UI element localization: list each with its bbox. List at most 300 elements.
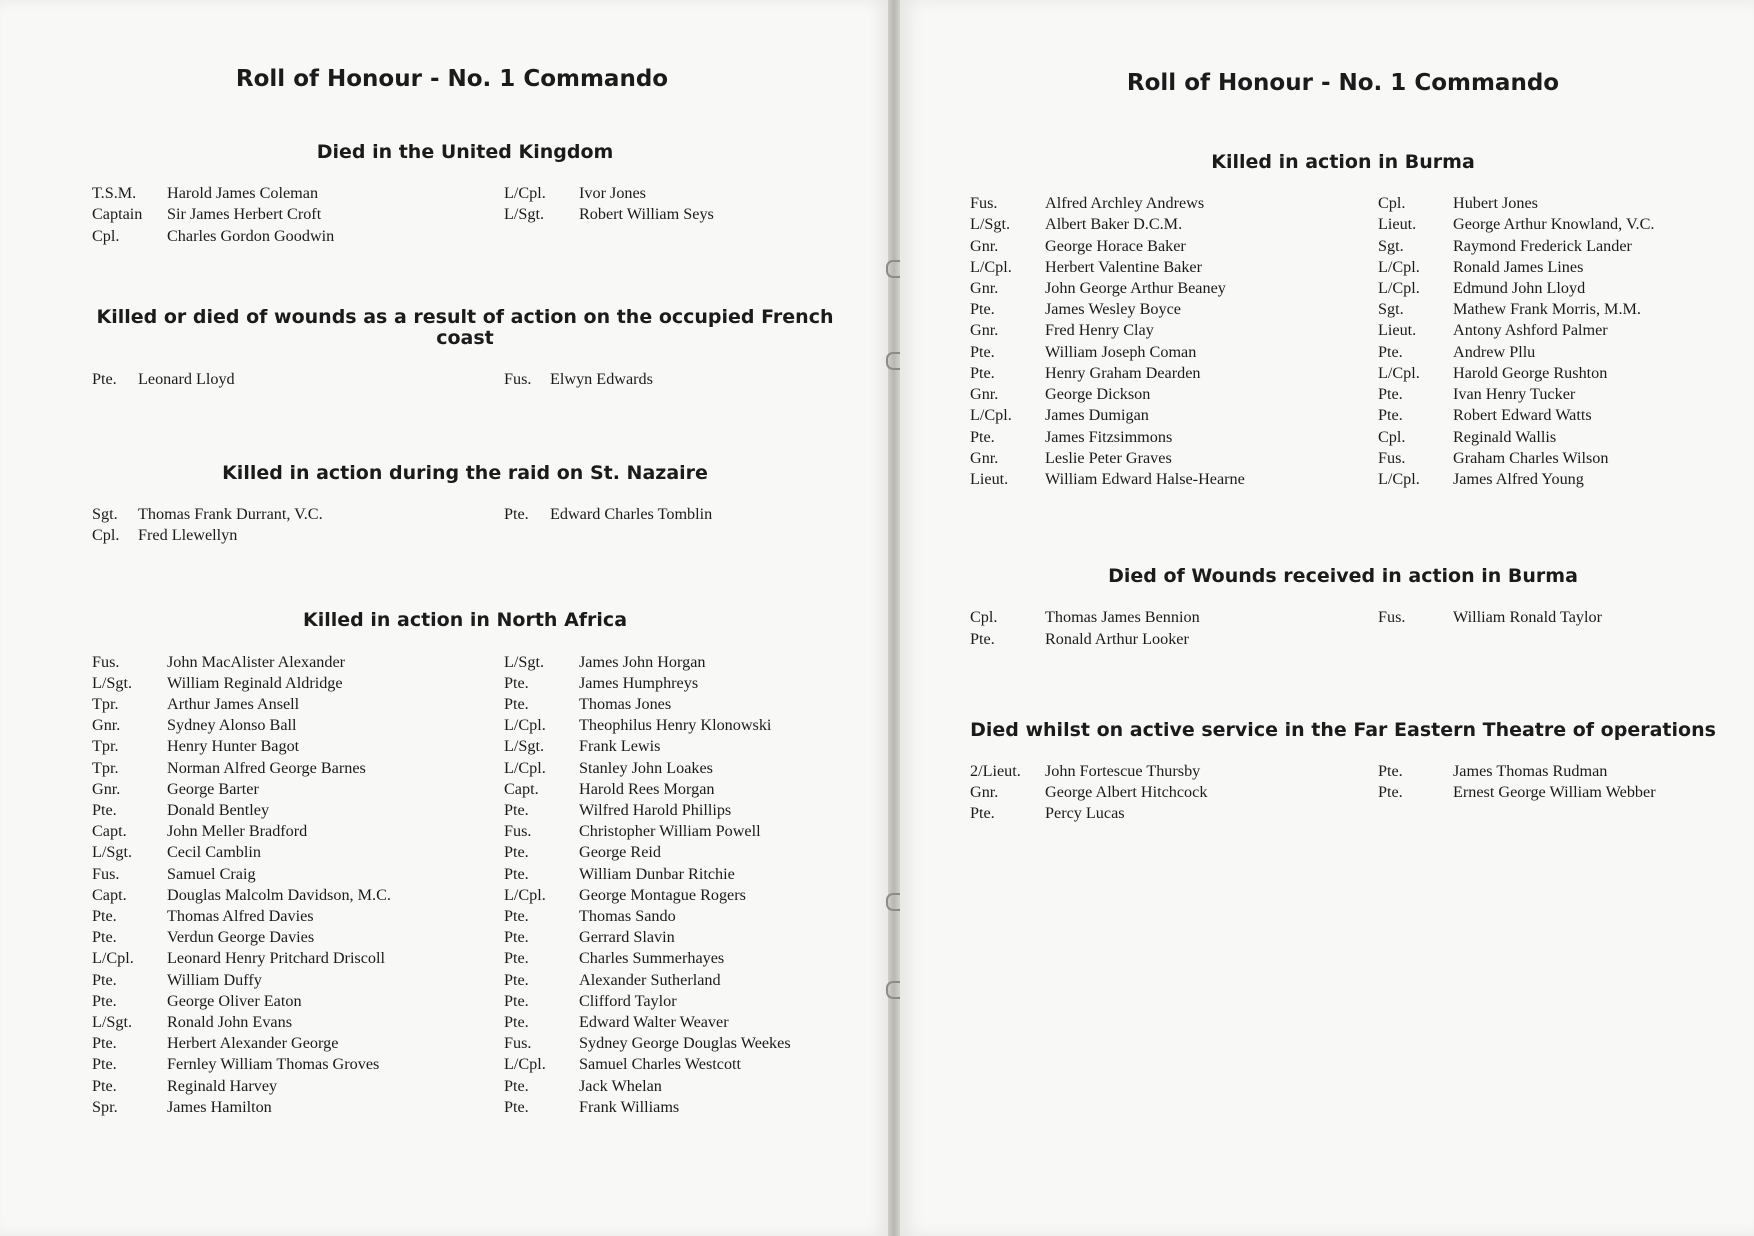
rank: Pte. [92, 800, 117, 819]
person-name: Douglas Malcolm Davidson, M.C. [167, 885, 391, 904]
right-page [900, 0, 1754, 1236]
roll-entry [504, 885, 844, 906]
rank: Pte. [1378, 783, 1403, 802]
person-name: Edward Charles Tomblin [550, 504, 713, 523]
rank: Pte. [92, 1034, 117, 1053]
roll-entry [970, 320, 1378, 341]
roll-entry [92, 779, 504, 800]
person-name: Sydney Alonso Ball [167, 716, 297, 735]
person-name: Thomas James Bennion [1045, 608, 1200, 627]
person-name: George Horace Baker [1045, 236, 1186, 255]
name-column [504, 652, 844, 1118]
roll-entry [92, 652, 504, 673]
person-name: Edward Walter Weaver [579, 1013, 729, 1031]
person-name: Graham Charles Wilson [1453, 448, 1609, 467]
roll-entry [92, 369, 504, 390]
name-column [970, 193, 1378, 490]
rank: Pte. [970, 629, 995, 648]
roll-entry [92, 991, 504, 1012]
name-column [92, 183, 504, 247]
person-name: George Oliver Eaton [167, 991, 302, 1010]
person-name: Albert Baker D.C.M. [1045, 215, 1183, 234]
person-name: George Reid [579, 843, 661, 862]
name-column [92, 504, 504, 546]
person-name: Frank Lewis [579, 737, 661, 756]
person-name: Harold Rees Morgan [579, 779, 715, 798]
roll-entry [504, 673, 844, 694]
person-name: Stanley John Loakes [579, 758, 713, 777]
rank: Cpl. [92, 526, 120, 545]
rank: Spr. [92, 1097, 118, 1116]
section-died-of-wounds-burma [970, 566, 1716, 650]
roll-entry [1378, 405, 1708, 426]
roll-entry [92, 1012, 504, 1033]
roll-entry [92, 204, 504, 225]
person-name: Theophilus Henry Klonowski [579, 716, 772, 735]
person-name: John Fortescue Thursby [1045, 762, 1201, 781]
person-name: Leslie Peter Graves [1045, 448, 1172, 467]
rank: L/Sgt. [92, 673, 133, 692]
binding-gutter [888, 0, 900, 1236]
rank: Gnr. [970, 321, 999, 340]
roll-entry [970, 363, 1378, 384]
rank: Sgt. [1378, 236, 1404, 255]
rank: L/Cpl. [92, 949, 134, 968]
rank: Captain [92, 205, 143, 224]
rank: 2/Lieut. [970, 762, 1021, 781]
person-name: Elwyn Edwards [550, 370, 653, 389]
roll-entry [92, 906, 504, 927]
roll-entry [92, 948, 504, 969]
rank: Lieut. [1378, 321, 1417, 340]
roll-entry [970, 761, 1378, 782]
rank: L/Cpl. [504, 716, 546, 735]
rank: L/Sgt. [504, 205, 545, 224]
person-name: Ivan Henry Tucker [1453, 385, 1576, 404]
roll-entry [1378, 193, 1708, 214]
roll-entry [1378, 257, 1708, 278]
person-name: James John Horgan [579, 652, 706, 671]
person-name: Verdun George Davies [167, 928, 315, 947]
person-name: Christopher William Powell [579, 822, 761, 841]
section-died-in-uk [92, 142, 838, 247]
rank: Tpr. [92, 694, 119, 713]
rank: Pte. [92, 991, 117, 1010]
rank: Gnr. [970, 279, 999, 298]
rank: Pte. [504, 1076, 529, 1095]
person-name: Samuel Charles Westcott [579, 1055, 742, 1074]
rank: Gnr. [92, 779, 121, 798]
rank: L/Cpl. [970, 257, 1012, 276]
page-title: Roll of Honour - No. 1 Commando [1126, 70, 1560, 96]
roll-entry [92, 183, 504, 204]
section-heading: Killed or died of wounds as a result of action on the occupied French coast [96, 305, 834, 350]
roll-entry [504, 204, 844, 225]
roll-entry [92, 1033, 504, 1054]
person-name: George Barter [167, 779, 259, 798]
section-heading: Died whilst on active service in the Far Eastern Theatre of operations [970, 718, 1716, 741]
rank: Fus. [92, 652, 120, 671]
roll-entry [970, 427, 1378, 448]
roll-entry [970, 469, 1378, 490]
roll-entry [970, 299, 1378, 320]
person-name: James Fitzsimmons [1045, 427, 1173, 446]
rank: Pte. [92, 928, 117, 947]
roll-entry [504, 800, 844, 821]
roll-entry [1378, 236, 1708, 257]
rank: L/Cpl. [504, 1055, 546, 1074]
person-name: James Humphreys [579, 673, 699, 692]
roll-entry [970, 607, 1378, 628]
name-column [92, 369, 504, 390]
person-name: Henry Graham Dearden [1045, 363, 1201, 382]
roll-entry [92, 1054, 504, 1075]
rank: Cpl. [92, 226, 120, 245]
person-name: Wilfred Harold Phillips [579, 800, 732, 819]
section-heading: Died of Wounds received in action in Burma [1108, 565, 1578, 588]
person-name: Thomas Frank Durrant, V.C. [138, 504, 323, 523]
rank: L/Cpl. [504, 184, 546, 203]
person-name: Fred Henry Clay [1045, 321, 1154, 340]
roll-entry [970, 193, 1378, 214]
roll-entry [92, 525, 504, 546]
rank: Pte. [92, 370, 117, 389]
person-name: Sydney George Douglas Weekes [579, 1034, 791, 1053]
person-name: Herbert Alexander George [167, 1034, 339, 1053]
roll-entry [504, 183, 844, 204]
roll-entry [970, 257, 1378, 278]
rank: Cpl. [970, 608, 998, 627]
rank: L/Sgt. [92, 1013, 133, 1031]
roll-entry [1378, 448, 1708, 469]
rank: L/Sgt. [504, 737, 545, 756]
roll-entry [504, 970, 844, 991]
roll-entry [92, 1097, 504, 1118]
person-name: Ronald John Evans [167, 1013, 292, 1031]
rank: Pte. [504, 970, 529, 989]
roll-entry [970, 342, 1378, 363]
roll-entry [504, 736, 844, 757]
person-name: Herbert Valentine Baker [1045, 257, 1203, 276]
rank: Pte. [504, 864, 529, 883]
rank: Pte. [92, 906, 117, 925]
roll-entry [1378, 607, 1708, 628]
person-name: Mathew Frank Morris, M.M. [1453, 300, 1641, 319]
name-column [1378, 607, 1708, 649]
person-name: Hubert Jones [1453, 194, 1538, 213]
section-far-east [970, 720, 1716, 825]
person-name: Robert William Seys [579, 205, 714, 224]
person-name: John MacAlister Alexander [167, 652, 346, 671]
rank: L/Sgt. [92, 843, 133, 862]
rank: Pte. [504, 906, 529, 925]
person-name: Harold George Rushton [1453, 363, 1608, 382]
roll-entry [1378, 299, 1708, 320]
person-name: Thomas Jones [579, 694, 672, 713]
roll-entry [504, 504, 844, 525]
rank: L/Cpl. [504, 885, 546, 904]
person-name: Samuel Craig [167, 864, 256, 883]
person-name: Donald Bentley [167, 800, 270, 819]
rank: Gnr. [92, 716, 121, 735]
roll-entry [504, 1097, 844, 1118]
rank: Fus. [92, 864, 120, 883]
name-column [1378, 761, 1708, 825]
rank: Gnr. [970, 448, 999, 467]
person-name: George Montague Rogers [579, 885, 746, 904]
roll-entry [504, 715, 844, 736]
person-name: John George Arthur Beaney [1045, 279, 1226, 298]
rank: Fus. [1378, 448, 1406, 467]
rank: L/Cpl. [1378, 279, 1420, 298]
rank: Gnr. [970, 783, 999, 802]
rank: Pte. [1378, 406, 1403, 425]
rank: T.S.M. [92, 184, 137, 203]
rank: Pte. [504, 928, 529, 947]
roll-entry [970, 782, 1378, 803]
roll-entry [504, 1033, 844, 1054]
roll-entry [1378, 427, 1708, 448]
person-name: Ivor Jones [579, 184, 646, 203]
roll-entry [1378, 363, 1708, 384]
rank: Pte. [504, 843, 529, 862]
roll-entry [92, 758, 504, 779]
section-french-coast [92, 307, 838, 391]
roll-entry [1378, 278, 1708, 299]
rank: Pte. [504, 673, 529, 692]
person-name: George Dickson [1045, 385, 1151, 404]
rank: L/Cpl. [504, 758, 546, 777]
rank: Fus. [970, 194, 998, 213]
rank: L/Cpl. [1378, 257, 1420, 276]
roll-entry [92, 821, 504, 842]
roll-entry [92, 694, 504, 715]
person-name: Leonard Henry Pritchard Driscoll [167, 949, 386, 968]
person-name: Sir James Herbert Croft [167, 205, 322, 224]
person-name: William Dunbar Ritchie [579, 864, 735, 883]
person-name: Fred Llewellyn [138, 526, 238, 545]
person-name: Edmund John Lloyd [1453, 279, 1586, 298]
rank: Fus. [504, 370, 532, 389]
rank: Cpl. [1378, 194, 1406, 213]
roll-entry [92, 504, 504, 525]
rank: Lieut. [1378, 215, 1417, 234]
person-name: James Alfred Young [1453, 469, 1584, 488]
rank: Pte. [970, 427, 995, 446]
roll-entry [504, 948, 844, 969]
rank: Pte. [504, 800, 529, 819]
person-name: Frank Williams [579, 1097, 680, 1116]
section-heading: Died in the United Kingdom [316, 141, 614, 163]
person-name: Henry Hunter Bagot [167, 737, 300, 756]
section-north-africa [92, 610, 838, 1118]
person-name: Leonard Lloyd [138, 370, 235, 389]
rank: Pte. [1378, 385, 1403, 404]
roll-entry [970, 236, 1378, 257]
person-name: Clifford Taylor [579, 991, 677, 1010]
person-name: Harold James Coleman [167, 184, 319, 203]
section-st-nazaire [92, 463, 838, 547]
roll-entry [504, 842, 844, 863]
person-name: William Ronald Taylor [1453, 608, 1602, 627]
roll-entry [504, 821, 844, 842]
roll-entry [504, 779, 844, 800]
rank: Sgt. [1378, 300, 1404, 319]
person-name: William Duffy [167, 970, 262, 989]
rank: L/Sgt. [504, 652, 545, 671]
section-heading: Killed in action in Burma [1211, 151, 1475, 173]
page-title: Roll of Honour - No. 1 Commando [235, 66, 669, 92]
person-name: Alexander Sutherland [579, 970, 721, 989]
rank: Pte. [92, 1055, 117, 1074]
rank: Pte. [504, 694, 529, 713]
section-heading: Killed in action during the raid on St. Nazaire [222, 461, 708, 484]
roll-entry [92, 736, 504, 757]
roll-entry [1378, 469, 1708, 490]
roll-entry [1378, 342, 1708, 363]
roll-entry [92, 1076, 504, 1097]
roll-entry [92, 970, 504, 991]
roll-entry [92, 800, 504, 821]
person-name: William Joseph Coman [1045, 342, 1197, 361]
person-name: James Thomas Rudman [1453, 762, 1608, 781]
roll-entry [504, 906, 844, 927]
person-name: James Dumigan [1045, 406, 1149, 425]
person-name: Ronald Arthur Looker [1045, 629, 1189, 648]
person-name: George Albert Hitchcock [1045, 783, 1208, 802]
roll-entry [970, 278, 1378, 299]
rank: Fus. [1378, 608, 1406, 627]
rank: Pte. [504, 504, 529, 523]
rank: Gnr. [970, 385, 999, 404]
roll-entry [504, 927, 844, 948]
roll-entry [92, 673, 504, 694]
name-column [1378, 193, 1708, 490]
person-name: Norman Alfred George Barnes [167, 758, 366, 777]
section-heading: Killed in action in North Africa [302, 609, 628, 632]
person-name: Ernest George William Webber [1453, 783, 1656, 802]
person-name: Thomas Alfred Davies [167, 906, 314, 925]
rank: Cpl. [1378, 427, 1406, 446]
rank: Tpr. [92, 758, 119, 777]
roll-entry [92, 927, 504, 948]
roll-entry [1378, 761, 1708, 782]
roll-entry [970, 448, 1378, 469]
rank: Gnr. [970, 236, 999, 255]
roll-entry [504, 991, 844, 1012]
person-name: Jack Whelan [579, 1076, 662, 1095]
rank: Pte. [1378, 342, 1403, 361]
roll-entry [92, 842, 504, 863]
roll-entry [504, 864, 844, 885]
person-name: Ronald James Lines [1453, 257, 1584, 276]
person-name: Charles Summerhayes [579, 949, 725, 968]
name-column [504, 369, 844, 390]
person-name: William Reginald Aldridge [167, 673, 343, 692]
rank: Tpr. [92, 737, 119, 756]
person-name: Andrew Pllu [1453, 342, 1536, 361]
rank: Fus. [504, 822, 532, 841]
roll-entry [504, 369, 844, 390]
roll-entry [1378, 320, 1708, 341]
rank: Pte. [970, 300, 995, 319]
rank: Capt. [92, 822, 127, 841]
person-name: Gerrard Slavin [579, 928, 675, 947]
rank: Pte. [92, 1076, 117, 1095]
rank: L/Cpl. [970, 406, 1012, 425]
name-column [970, 761, 1378, 825]
roll-entry [1378, 384, 1708, 405]
person-name: Raymond Frederick Lander [1453, 236, 1632, 255]
roll-entry [504, 1012, 844, 1033]
rank: Pte. [504, 1013, 529, 1031]
rank: Pte. [504, 991, 529, 1010]
roll-entry [504, 1054, 844, 1075]
roll-entry [92, 715, 504, 736]
person-name: Alfred Archley Andrews [1045, 194, 1205, 213]
roll-entry [970, 803, 1378, 824]
rank: Pte. [970, 342, 995, 361]
roll-entry [1378, 782, 1708, 803]
rank: Sgt. [92, 504, 118, 523]
person-name: William Edward Halse-Hearne [1045, 469, 1245, 488]
roll-entry [970, 384, 1378, 405]
roll-entry [1378, 214, 1708, 235]
section-killed-burma [970, 152, 1716, 490]
name-column [970, 607, 1378, 649]
name-column [92, 652, 504, 1118]
roll-entry [504, 1076, 844, 1097]
person-name: Reginald Wallis [1453, 427, 1557, 446]
rank: L/Cpl. [1378, 469, 1420, 488]
rank: Pte. [970, 363, 995, 382]
rank: Pte. [92, 970, 117, 989]
name-column [504, 504, 844, 546]
person-name: James Wesley Boyce [1045, 300, 1181, 319]
name-column [504, 183, 844, 247]
roll-entry [92, 226, 504, 247]
person-name: Thomas Sando [579, 906, 676, 925]
person-name: Antony Ashford Palmer [1453, 321, 1608, 340]
person-name: Arthur James Ansell [167, 694, 300, 713]
rank: Pte. [504, 949, 529, 968]
person-name: Fernley William Thomas Groves [167, 1055, 380, 1074]
roll-entry [504, 758, 844, 779]
rank: Lieut. [970, 469, 1009, 488]
rank: L/Cpl. [1378, 363, 1420, 382]
person-name: James Hamilton [167, 1097, 272, 1116]
rank: L/Sgt. [970, 215, 1011, 234]
roll-entry [92, 864, 504, 885]
person-name: George Arthur Knowland, V.C. [1453, 215, 1655, 234]
rank: Pte. [504, 1097, 529, 1116]
person-name: Robert Edward Watts [1453, 406, 1592, 425]
roll-entry [504, 652, 844, 673]
person-name: Charles Gordon Goodwin [167, 226, 335, 245]
person-name: Cecil Camblin [167, 843, 261, 862]
rank: Fus. [504, 1034, 532, 1053]
rank: Pte. [1378, 762, 1403, 781]
roll-entry [970, 629, 1378, 650]
person-name: Percy Lucas [1045, 804, 1125, 823]
roll-entry [970, 405, 1378, 426]
roll-entry [504, 694, 844, 715]
person-name: Reginald Harvey [167, 1076, 278, 1095]
person-name: John Meller Bradford [167, 822, 308, 841]
rank: Capt. [92, 885, 127, 904]
rank: Capt. [504, 779, 539, 798]
roll-entry [92, 885, 504, 906]
